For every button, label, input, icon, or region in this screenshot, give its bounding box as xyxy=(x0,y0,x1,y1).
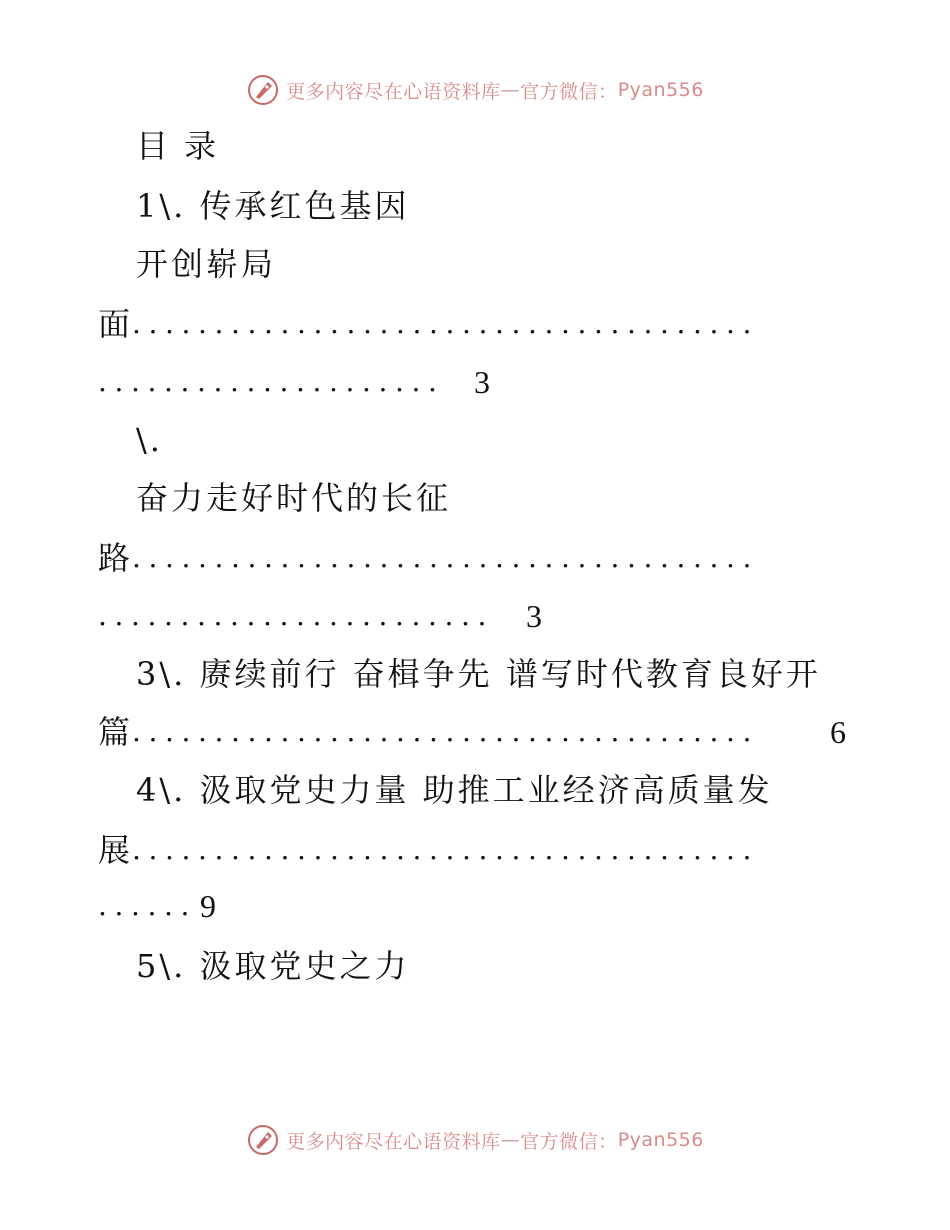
watermark-suffix: 官方微信： xyxy=(520,1130,618,1153)
toc-item-2-title[interactable]: \. xyxy=(136,421,163,459)
toc-item-1-title-cont[interactable]: 开创崭局 xyxy=(136,245,277,283)
watermark-handle: Pyan556 xyxy=(617,79,704,101)
pen-nib-logo-icon xyxy=(246,73,280,107)
watermark-separator: — xyxy=(500,1129,521,1151)
toc-item-2-leader-dots-cont: ........................ xyxy=(98,599,495,632)
watermark-header xyxy=(0,70,950,110)
watermark-handle: Pyan556 xyxy=(617,1129,704,1151)
watermark-separator: — xyxy=(500,79,521,101)
toc-item-1-page: 3 xyxy=(474,364,493,400)
toc-item-2-lead: 路 xyxy=(98,539,134,577)
toc-item-4-title[interactable]: 4\. 汲取党史力量 助推工业经济高质量发 xyxy=(136,771,773,809)
toc-item-2-leader-dots: ...................................... xyxy=(132,541,760,574)
pen-nib-logo-icon xyxy=(246,1123,280,1157)
toc-item-2-title-cont[interactable]: 奋力走好时代的长征 xyxy=(136,479,452,517)
toc-item-4-page: 9 xyxy=(200,888,219,924)
toc-item-3-leader-dots: ...................................... xyxy=(132,715,760,748)
watermark-text: 更多内容尽在心语资料库 xyxy=(286,1130,501,1153)
toc-item-4-leader-dots: ...................................... xyxy=(132,833,760,866)
toc-item-3-lead: 篇 xyxy=(98,713,134,751)
watermark-suffix: 官方微信： xyxy=(520,80,618,103)
watermark-text: 更多内容尽在心语资料库 xyxy=(286,80,501,103)
toc-item-1-lead: 面 xyxy=(98,305,134,343)
toc-item-1-leader-dots-cont: ..................... xyxy=(98,365,445,398)
toc-item-4-leader-dots-cont: ...... xyxy=(98,889,198,922)
toc-item-1-title[interactable]: 1\. 传承红色基因 xyxy=(136,187,410,225)
toc-item-1-leader-dots: ...................................... xyxy=(132,307,760,340)
toc-heading: 目 录 xyxy=(136,127,220,165)
toc-item-5-title[interactable]: 5\. 汲取党史之力 xyxy=(136,947,410,985)
watermark-footer xyxy=(0,1120,950,1160)
toc-item-4-lead: 展 xyxy=(98,831,134,869)
toc-item-2-page: 3 xyxy=(526,598,545,634)
toc-item-3-title[interactable]: 3\. 赓续前行 奋楫争先 谱写时代教育良好开 xyxy=(136,655,821,693)
toc-item-3-page: 6 xyxy=(830,714,849,750)
